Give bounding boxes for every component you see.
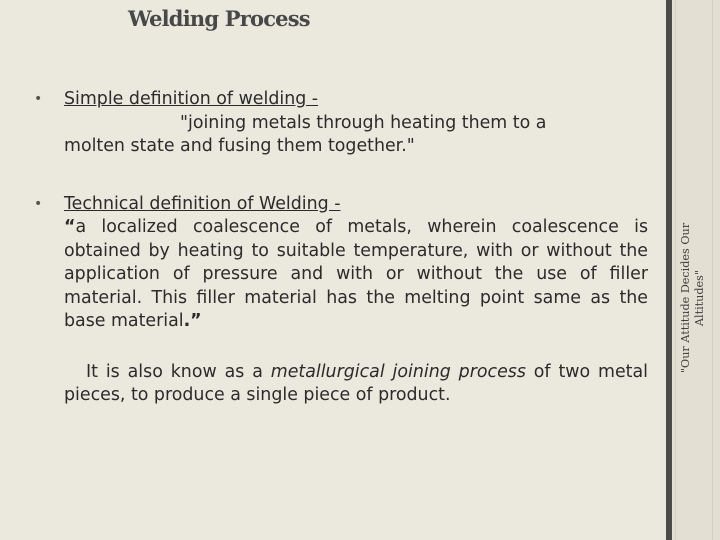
bullet-icon: • <box>34 91 43 107</box>
sidebar-quote: "Our Attitude Decides Our Altitudes" <box>679 222 706 374</box>
simple-definition-heading: Simple definition of welding - <box>64 89 319 109</box>
simple-definition-quote-line-2: molten state and fusing them together." <box>64 136 415 156</box>
slide-title: Welding Process <box>128 6 310 31</box>
slide-content <box>28 88 648 408</box>
bullet-icon: • <box>34 195 43 212</box>
process-note <box>28 361 648 408</box>
quote-end-mark: .” <box>183 311 202 331</box>
technical-definition-quote <box>64 216 648 334</box>
simple-definition-quote-line-1: "joining metals through heating them to a <box>180 112 547 133</box>
process-note-prefix: It is also know as a <box>86 361 271 382</box>
sidebar-divider <box>666 0 672 540</box>
technical-definition-body: a localized coalescence of metals, wherein coalescence is obtained by heating to suitable temperature, with or without the application of pressure and with or without the use of filler material. This filler material has the melting point same as the base material <box>64 217 648 331</box>
technical-definition-text <box>64 193 648 334</box>
simple-definition-text <box>64 88 648 159</box>
technical-definition-bullet <box>28 193 648 334</box>
process-note-suffix: of two metal pieces, to produce a single piece of product. <box>64 361 648 405</box>
technical-definition-heading: Technical definition of Welding - <box>64 193 341 214</box>
quote-open-mark: “ <box>64 217 76 237</box>
process-note-emphasis: metallurgical joining process <box>270 361 526 382</box>
simple-definition-bullet <box>28 88 648 159</box>
